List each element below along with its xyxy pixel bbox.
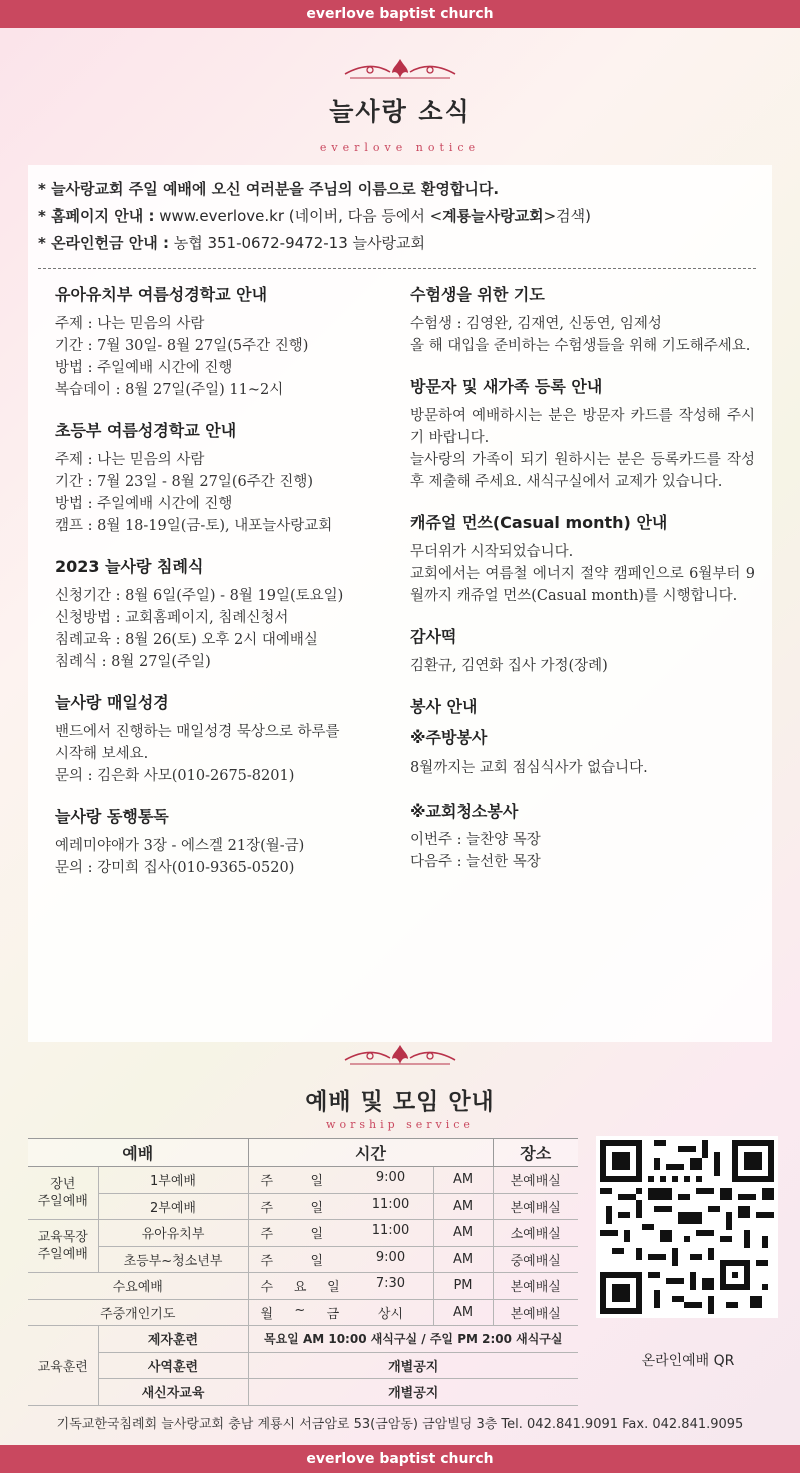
notice-thanks-rice-cake [410, 625, 755, 677]
bottom-banner: everlove baptist church [0, 1445, 800, 1473]
section-line: 밴드에서 진행하는 매일성경 묵상으로 하루를 [55, 724, 340, 740]
table-row [28, 1299, 578, 1326]
section-line: 신청기간 : 8월 6일(주일) - 8월 19일(토요일) [55, 588, 344, 604]
qr-label: 온라인예배 QR [641, 1353, 735, 1369]
notice-casual-month [410, 511, 755, 607]
service-day: 수 요 일 7:30 [248, 1273, 433, 1300]
service-ampm: AM [433, 1220, 493, 1247]
section-title: 2023 늘사랑 침례식 [55, 557, 204, 576]
section-text: 교회에서는 여름철 에너지 절약 캠페인으로 6월부터 9월까지 캐쥬얼 먼쓰(Casual month)를 시행합니다. [410, 566, 755, 604]
notice-daily-bible [55, 691, 405, 787]
training-info: 목요일 AM 10:00 새식구실 / 주일 PM 2:00 새식구실 [248, 1326, 578, 1353]
intro-offering: * 온라인헌금 안내 : 농협 351-0672-9472-13 늘사랑교회 [38, 234, 425, 252]
section-line: 무더위가 시작되었습니다. [410, 544, 574, 560]
section-title: 방문자 및 새가족 등록 안내 [410, 377, 603, 396]
dashed-divider [38, 268, 756, 269]
service-name: 2부예배 [98, 1193, 248, 1220]
training-name: 제자훈련 [98, 1326, 248, 1353]
notice-visitor [410, 375, 755, 493]
training-name: 새신자교육 [98, 1379, 248, 1406]
section-title: 초등부 여름성경학교 안내 [55, 421, 237, 440]
worship-subtitle: worship service [326, 1118, 474, 1131]
table-row [28, 1167, 578, 1194]
cleaning-line: 다음주 : 늘선한 목장 [410, 854, 541, 870]
table-row [28, 1273, 578, 1300]
section-line: 침례식 : 8월 27일(주일) [55, 654, 211, 670]
service-name: 유아유치부 [98, 1220, 248, 1247]
top-banner: everlove baptist church [0, 0, 800, 28]
cleaning-title: ※교회청소봉사 [410, 802, 519, 821]
section-line: 방법 : 주일예배 시간에 진행 [55, 360, 233, 376]
section-line: 수험생 : 김영완, 김재연, 신동연, 임제성 [410, 316, 662, 332]
section-line: 김환규, 김연화 집사 가정(장례) [410, 658, 608, 674]
header-service: 예배 [28, 1139, 248, 1167]
service-day: 주 일 9:00 [248, 1246, 433, 1273]
notice-exam-prayer [410, 283, 755, 357]
notice-title: 늘사랑 소식 [329, 97, 471, 126]
section-line: 문의 : 강미희 집사(010-9365-0520) [55, 860, 295, 876]
section-text: 올 해 대입을 준비하는 수험생들을 위해 기도해주세요. [410, 338, 751, 354]
church-address-footer: 기독교한국침례회 늘사랑교회 충남 계룡시 서금암로 53(금암동) 금암빌딩 3층 Tel. 042.841.9091 Fax. 042.841.9095 [56, 1417, 744, 1432]
intro-block [38, 176, 758, 257]
section-line: 복습데이 : 8월 27일(주일) 11~2시 [55, 382, 284, 398]
section-title: 감사떡 [410, 627, 457, 646]
service-name: 주중개인기도 [28, 1299, 248, 1326]
kitchen-title: ※주방봉사 [410, 728, 488, 747]
service-name: 수요예배 [28, 1273, 248, 1300]
notice-baptism [55, 555, 405, 673]
group-adult: 장년 주일예배 [28, 1167, 98, 1220]
notice-vbs-kids [55, 283, 405, 401]
notice-volunteer [410, 695, 755, 873]
section-line: 주제 : 나는 믿음의 사람 [55, 316, 205, 332]
service-day: 월 ~ 금 상시 [248, 1299, 433, 1326]
section-title: 캐쥬얼 먼쓰(Casual month) 안내 [410, 513, 668, 532]
section-line: 침례교육 : 8월 26(토) 오후 2시 대예배실 [55, 632, 318, 648]
section-line: 시작해 보세요. [55, 746, 149, 762]
section-line: 문의 : 김은화 사모(010-2675-8201) [55, 768, 295, 784]
training-info: 개별공지 [248, 1352, 578, 1379]
service-place: 본예배실 [493, 1167, 578, 1194]
section-text: 늘사랑의 가족이 되기 원하시는 분은 등록카드를 작성 후 제출해 주세요. 새식구실에서 교제가 있습니다. [410, 452, 755, 490]
training-name: 사역훈련 [98, 1352, 248, 1379]
table-row [28, 1379, 578, 1406]
worship-schedule-table [28, 1138, 578, 1406]
intro-homepage: * 홈페이지 안내 : www.everlove.kr (네이버, 다음 등에서 <계룡늘사랑교회>검색) [38, 207, 592, 225]
section-line: 예레미야애가 3장 - 에스겔 21장(월-금) [55, 838, 305, 854]
header-place: 장소 [493, 1139, 578, 1167]
service-place: 본예배실 [493, 1299, 578, 1326]
intro-welcome: * 늘사랑교회 주일 예배에 오신 여러분을 주님의 이름으로 환영합니다. [38, 180, 500, 198]
group-edu: 교육목장 주일예배 [28, 1220, 98, 1273]
ornament-divider-bottom [340, 1042, 460, 1072]
section-line: 캠프 : 8월 18-19일(금-토), 내포늘사랑교회 [55, 518, 333, 534]
section-text: 방문하여 예배하시는 분은 방문자 카드를 작성해 주시기 바랍니다. [410, 408, 755, 446]
section-title: 유아유치부 여름성경학교 안내 [55, 285, 268, 304]
section-line: 주제 : 나는 믿음의 사람 [55, 452, 205, 468]
qr-code[interactable] [596, 1136, 778, 1318]
notice-vbs-elementary [55, 419, 405, 537]
table-row [28, 1326, 578, 1353]
service-ampm: AM [433, 1299, 493, 1326]
notice-bible-reading [55, 805, 405, 879]
table-row [28, 1246, 578, 1273]
worship-title: 예배 및 모임 안내 [305, 1088, 495, 1115]
service-day: 주 일 11:00 [248, 1220, 433, 1247]
table-row [28, 1352, 578, 1379]
section-line: 방법 : 주일예배 시간에 진행 [55, 496, 233, 512]
section-title: 봉사 안내 [410, 697, 478, 716]
section-title: 수험생을 위한 기도 [410, 285, 545, 304]
ornament-divider-top [340, 56, 460, 86]
qr-code-icon [600, 1140, 774, 1314]
service-ampm: AM [433, 1167, 493, 1194]
section-title: 늘사랑 동행통독 [55, 807, 169, 826]
header-time: 시간 [248, 1139, 493, 1167]
section-line: 기간 : 7월 23일 - 8월 27일(6주간 진행) [55, 474, 314, 490]
service-day: 주 일 11:00 [248, 1193, 433, 1220]
service-name: 1부예배 [98, 1167, 248, 1194]
table-header-row [28, 1139, 578, 1167]
section-line: 신청방법 : 교회홈페이지, 침례신청서 [55, 610, 289, 626]
service-day: 주 일 9:00 [248, 1167, 433, 1194]
service-place: 중예배실 [493, 1246, 578, 1273]
group-training: 교육훈련 [28, 1326, 98, 1406]
training-info: 개별공지 [248, 1379, 578, 1406]
notice-subtitle: everlove notice [319, 141, 481, 154]
service-place: 소예배실 [493, 1220, 578, 1247]
service-ampm: PM [433, 1273, 493, 1300]
cleaning-line: 이번주 : 늘찬양 목장 [410, 832, 541, 848]
service-ampm: AM [433, 1246, 493, 1273]
service-place: 본예배실 [493, 1273, 578, 1300]
table-row [28, 1193, 578, 1220]
notice-left-column [55, 283, 405, 897]
section-line: 기간 : 7월 30일- 8월 27일(5주간 진행) [55, 338, 309, 354]
kitchen-text: 8월까지는 교회 점심식사가 없습니다. [410, 760, 648, 776]
section-title: 늘사랑 매일성경 [55, 693, 169, 712]
notice-right-column [410, 283, 755, 891]
service-ampm: AM [433, 1193, 493, 1220]
table-row [28, 1220, 578, 1247]
service-name: 초등부~청소년부 [98, 1246, 248, 1273]
service-place: 본예배실 [493, 1193, 578, 1220]
